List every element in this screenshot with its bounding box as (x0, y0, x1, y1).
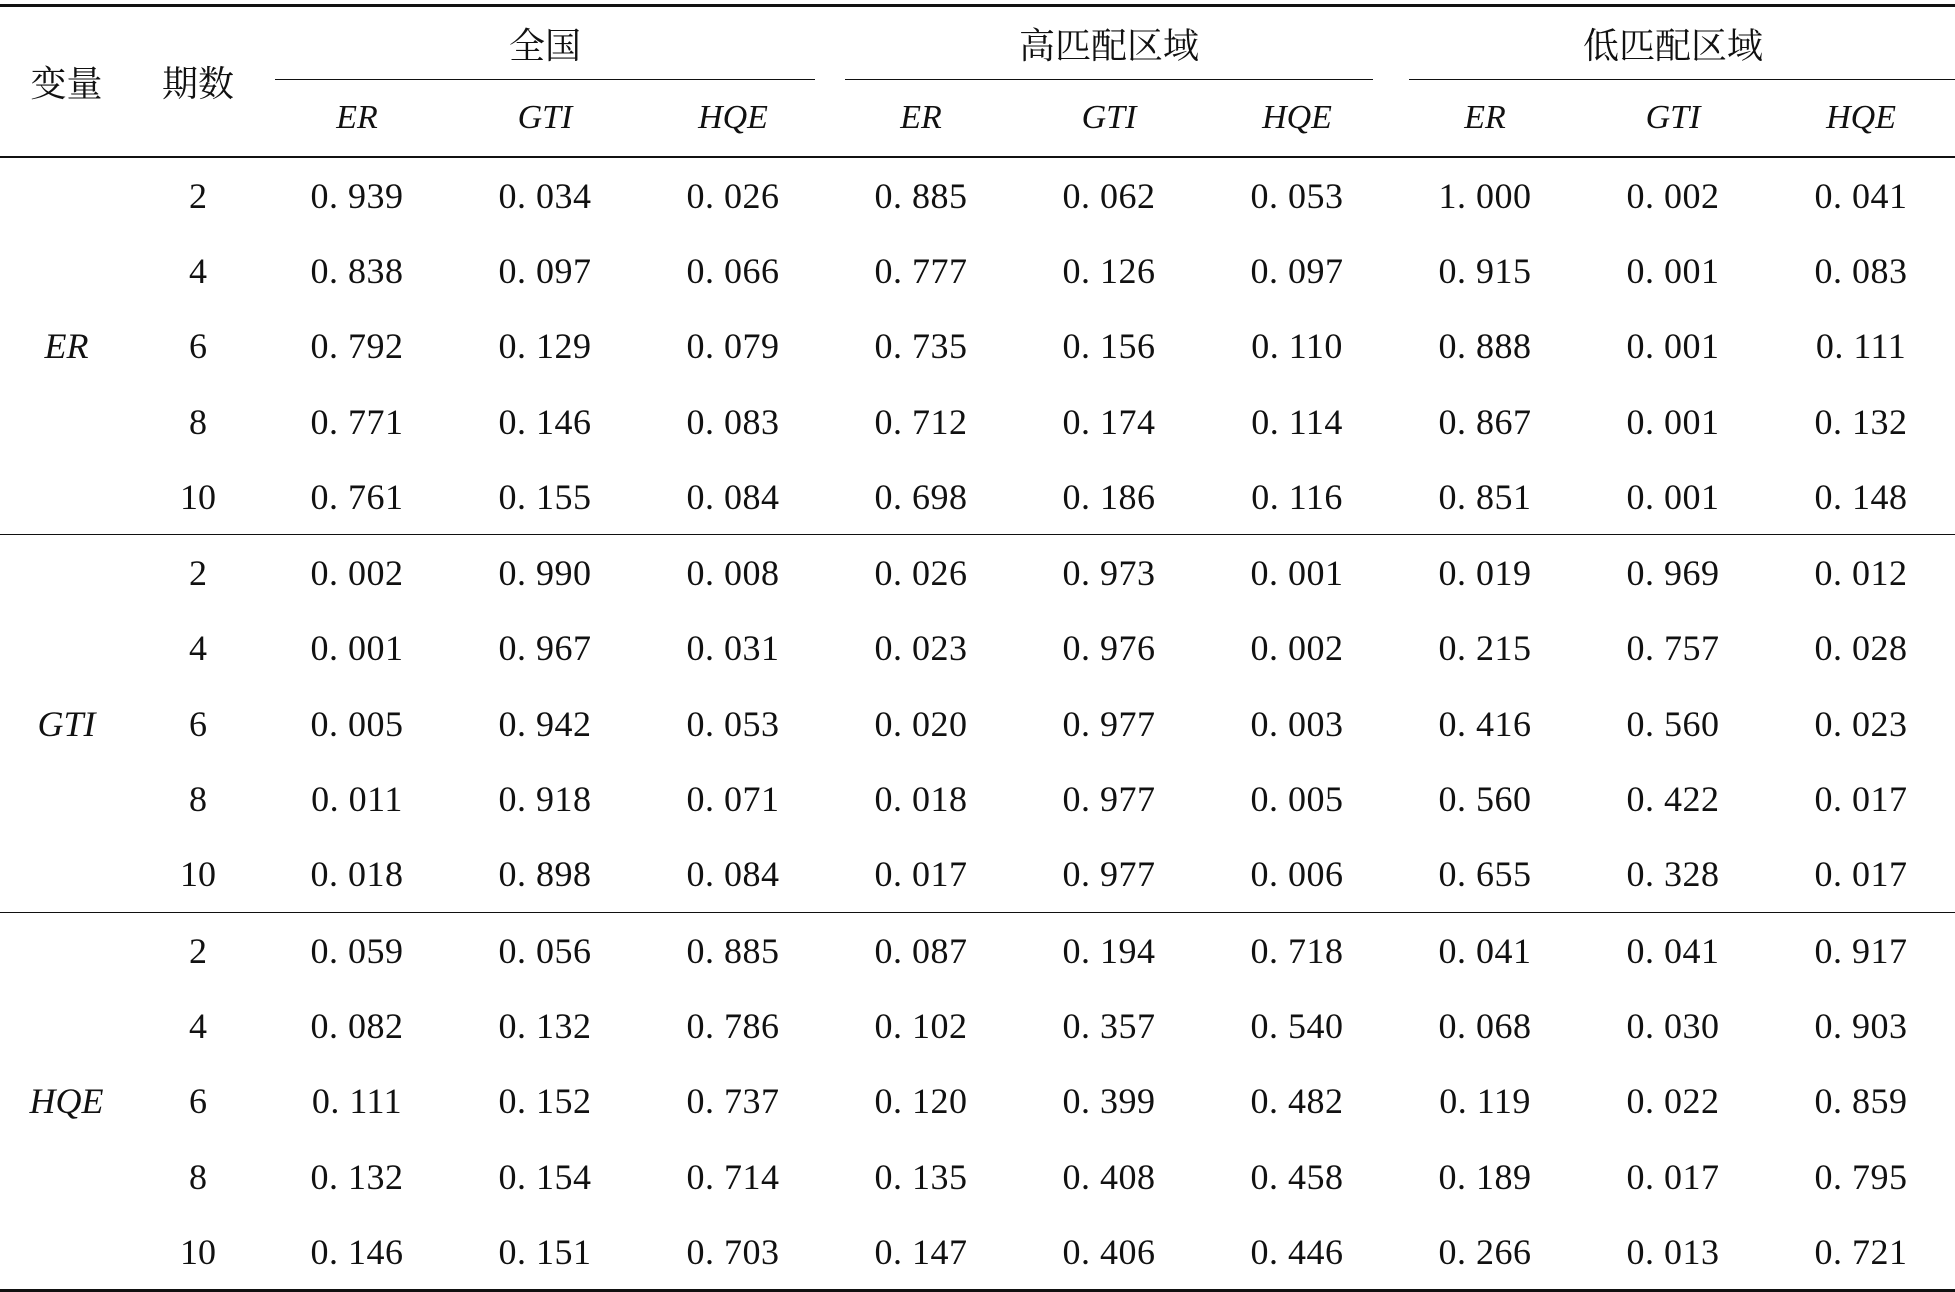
value-cell: 0. 083 (686, 401, 780, 442)
period-cell: 4 (189, 628, 207, 669)
value-cell: 0. 155 (451, 459, 639, 535)
value-cell: 0. 020 (874, 703, 968, 744)
value-cell: 0. 087 (874, 930, 968, 971)
value-cell: 0. 097 (498, 250, 592, 291)
table-row (0, 535, 1955, 611)
value-cell: 0. 446 (1203, 1214, 1391, 1291)
period-cell: 10 (133, 459, 263, 535)
group-header-low-match: 低匹配区域 (1391, 6, 1955, 81)
value-cell: 0. 132 (1814, 401, 1908, 442)
value-cell: 0. 082 (310, 1005, 404, 1046)
value-cell: 0. 885 (874, 175, 968, 216)
value-cell: 0. 002 (1626, 175, 1720, 216)
value-cell: 0. 030 (1626, 1005, 1720, 1046)
value-cell: 0. 406 (1015, 1214, 1203, 1291)
value-cell: 0. 071 (686, 779, 780, 820)
value-cell: 0. 148 (1767, 459, 1955, 535)
value-cell: 0. 194 (1062, 930, 1156, 971)
period-cell: 6 (189, 703, 207, 744)
variable-cell: HQE (0, 912, 133, 1290)
value-cell: 0. 017 (1814, 779, 1908, 820)
value-cell: 0. 011 (311, 779, 403, 820)
value-cell: 0. 002 (1250, 628, 1344, 669)
value-cell: 0. 084 (639, 459, 827, 535)
period-cell: 2 (189, 930, 207, 971)
period-cell: 10 (133, 1214, 263, 1291)
subcol-header-gti: GTI (451, 80, 639, 157)
table-row (0, 233, 1955, 308)
value-cell: 0. 977 (1062, 703, 1156, 744)
value-cell: 0. 408 (1062, 1156, 1156, 1197)
table-row (0, 988, 1955, 1063)
value-cell: 0. 119 (1439, 1081, 1531, 1122)
value-cell: 0. 026 (874, 553, 968, 594)
period-cell: 4 (189, 250, 207, 291)
value-cell: 0. 001 (1579, 459, 1767, 535)
value-cell: 0. 146 (498, 401, 592, 442)
table-row (0, 611, 1955, 686)
value-cell: 0. 939 (310, 175, 404, 216)
subcol-header-hqe: HQE (639, 80, 827, 157)
value-cell: 0. 266 (1391, 1214, 1579, 1291)
value-cell: 0. 041 (1814, 175, 1908, 216)
table-row (0, 1064, 1955, 1139)
value-cell: 0. 018 (263, 837, 451, 913)
value-cell: 0. 718 (1250, 930, 1344, 971)
value-cell: 0. 189 (1438, 1156, 1532, 1197)
value-cell: 0. 129 (498, 326, 592, 367)
table-row (0, 157, 1955, 233)
value-cell: 0. 059 (310, 930, 404, 971)
value-cell: 0. 560 (1438, 779, 1532, 820)
period-cell: 2 (189, 175, 207, 216)
value-cell: 0. 034 (498, 175, 592, 216)
table-row (0, 1214, 1955, 1291)
value-cell: 0. 062 (1062, 175, 1156, 216)
value-cell: 0. 111 (1815, 326, 1907, 367)
value-cell: 0. 540 (1250, 1005, 1344, 1046)
value-cell: 0. 156 (1062, 326, 1156, 367)
variance-decomposition-table (0, 4, 1955, 1292)
value-cell: 0. 132 (498, 1005, 592, 1046)
value-cell: 0. 079 (686, 326, 780, 367)
table-body (0, 157, 1955, 1291)
value-cell: 0. 023 (874, 628, 968, 669)
table-row (0, 686, 1955, 761)
value-cell: 0. 976 (1062, 628, 1156, 669)
period-cell: 8 (189, 1156, 207, 1197)
value-cell: 0. 126 (1062, 250, 1156, 291)
value-cell: 0. 792 (310, 326, 404, 367)
table-row (0, 761, 1955, 836)
value-cell: 0. 001 (310, 628, 404, 669)
value-cell: 0. 918 (498, 779, 592, 820)
value-cell: 0. 990 (498, 553, 592, 594)
value-cell: 0. 017 (827, 837, 1015, 913)
variable-column-header: 变量 (0, 6, 133, 158)
value-cell: 0. 771 (310, 401, 404, 442)
value-cell: 0. 714 (686, 1156, 780, 1197)
variable-cell: ER (0, 157, 133, 535)
value-cell: 0. 001 (1626, 326, 1720, 367)
value-cell: 0. 735 (874, 326, 968, 367)
value-cell: 0. 328 (1579, 837, 1767, 913)
value-cell: 0. 008 (686, 553, 780, 594)
value-cell: 0. 066 (686, 250, 780, 291)
period-cell: 2 (189, 553, 207, 594)
value-cell: 0. 174 (1062, 401, 1156, 442)
value-cell: 0. 013 (1579, 1214, 1767, 1291)
header-row-subcolumns (0, 80, 1955, 157)
value-cell: 0. 002 (310, 553, 404, 594)
value-cell: 0. 110 (1251, 326, 1343, 367)
value-cell: 0. 116 (1203, 459, 1391, 535)
value-cell: 0. 053 (1250, 175, 1344, 216)
value-cell: 0. 977 (1015, 837, 1203, 913)
value-cell: 0. 757 (1626, 628, 1720, 669)
value-cell: 0. 737 (686, 1081, 780, 1122)
value-cell: 0. 111 (311, 1081, 403, 1122)
value-cell: 0. 903 (1814, 1005, 1908, 1046)
value-cell: 0. 017 (1767, 837, 1955, 913)
value-cell: 0. 703 (639, 1214, 827, 1291)
value-cell: 0. 031 (686, 628, 780, 669)
value-cell: 0. 655 (1391, 837, 1579, 913)
value-cell: 0. 022 (1626, 1081, 1720, 1122)
table-row (0, 384, 1955, 459)
period-cell: 8 (189, 779, 207, 820)
value-cell: 0. 005 (1250, 779, 1344, 820)
subcol-header-hqe: HQE (1203, 80, 1391, 157)
value-cell: 0. 102 (874, 1005, 968, 1046)
value-cell: 0. 068 (1438, 1005, 1532, 1046)
value-cell: 0. 114 (1251, 401, 1343, 442)
value-cell: 0. 969 (1626, 553, 1720, 594)
value-cell: 0. 083 (1814, 250, 1908, 291)
value-cell: 0. 097 (1250, 250, 1344, 291)
subcol-header-hqe: HQE (1767, 80, 1955, 157)
value-cell: 0. 859 (1814, 1081, 1908, 1122)
value-cell: 0. 967 (498, 628, 592, 669)
value-cell: 0. 041 (1438, 930, 1532, 971)
value-cell: 0. 712 (874, 401, 968, 442)
value-cell: 0. 053 (686, 703, 780, 744)
value-cell: 0. 003 (1250, 703, 1344, 744)
value-cell: 0. 357 (1062, 1005, 1156, 1046)
subcol-header-er: ER (1391, 80, 1579, 157)
value-cell: 0. 977 (1062, 779, 1156, 820)
value-cell: 0. 777 (874, 250, 968, 291)
value-cell: 0. 416 (1438, 703, 1532, 744)
value-cell: 0. 482 (1250, 1081, 1344, 1122)
value-cell: 0. 888 (1438, 326, 1532, 367)
value-cell: 0. 915 (1438, 250, 1532, 291)
value-cell: 0. 147 (827, 1214, 1015, 1291)
subcol-header-er: ER (263, 80, 451, 157)
value-cell: 0. 028 (1814, 628, 1908, 669)
value-cell: 0. 005 (310, 703, 404, 744)
period-column-header: 期数 (133, 6, 263, 158)
value-cell: 0. 019 (1438, 553, 1532, 594)
value-cell: 0. 084 (639, 837, 827, 913)
variable-cell: GTI (0, 535, 133, 912)
value-cell: 0. 120 (874, 1081, 968, 1122)
value-cell: 0. 006 (1203, 837, 1391, 913)
value-cell: 0. 152 (498, 1081, 592, 1122)
value-cell: 0. 018 (874, 779, 968, 820)
value-cell: 0. 151 (451, 1214, 639, 1291)
table-row (0, 1139, 1955, 1214)
period-cell: 8 (189, 401, 207, 442)
subcol-header-gti: GTI (1015, 80, 1203, 157)
period-cell: 6 (189, 326, 207, 367)
value-cell: 0. 867 (1438, 401, 1532, 442)
table-row (0, 837, 1955, 913)
value-cell: 0. 135 (874, 1156, 968, 1197)
value-cell: 0. 942 (498, 703, 592, 744)
table-header (0, 6, 1955, 158)
value-cell: 0. 154 (498, 1156, 592, 1197)
value-cell: 0. 698 (827, 459, 1015, 535)
value-cell: 0. 215 (1438, 628, 1532, 669)
value-cell: 0. 973 (1062, 553, 1156, 594)
value-cell: 0. 885 (686, 930, 780, 971)
value-cell: 0. 023 (1814, 703, 1908, 744)
value-cell: 0. 146 (263, 1214, 451, 1291)
period-cell: 4 (189, 1005, 207, 1046)
value-cell: 0. 186 (1015, 459, 1203, 535)
group-header-national: 全国 (263, 6, 827, 81)
value-cell: 0. 851 (1391, 459, 1579, 535)
value-cell: 0. 422 (1626, 779, 1720, 820)
value-cell: 0. 721 (1767, 1214, 1955, 1291)
value-cell: 0. 786 (686, 1005, 780, 1046)
value-cell: 0. 001 (1626, 401, 1720, 442)
table-row (0, 912, 1955, 988)
value-cell: 0. 795 (1814, 1156, 1908, 1197)
table-row (0, 459, 1955, 535)
value-cell: 0. 056 (498, 930, 592, 971)
value-cell: 0. 399 (1062, 1081, 1156, 1122)
value-cell: 0. 458 (1250, 1156, 1344, 1197)
value-cell: 0. 761 (263, 459, 451, 535)
subcol-header-gti: GTI (1579, 80, 1767, 157)
value-cell: 0. 026 (686, 175, 780, 216)
value-cell: 0. 898 (451, 837, 639, 913)
value-cell: 0. 917 (1814, 930, 1908, 971)
value-cell: 0. 012 (1814, 553, 1908, 594)
value-cell: 1. 000 (1438, 175, 1532, 216)
period-cell: 10 (133, 837, 263, 913)
value-cell: 0. 132 (310, 1156, 404, 1197)
table-row (0, 309, 1955, 384)
value-cell: 0. 560 (1626, 703, 1720, 744)
group-header-high-match: 高匹配区域 (827, 6, 1391, 81)
value-cell: 0. 001 (1250, 553, 1344, 594)
value-cell: 0. 017 (1626, 1156, 1720, 1197)
value-cell: 0. 041 (1626, 930, 1720, 971)
value-cell: 0. 838 (310, 250, 404, 291)
value-cell: 0. 001 (1626, 250, 1720, 291)
subcol-header-er: ER (827, 80, 1015, 157)
period-cell: 6 (189, 1081, 207, 1122)
header-row-groups (0, 6, 1955, 81)
